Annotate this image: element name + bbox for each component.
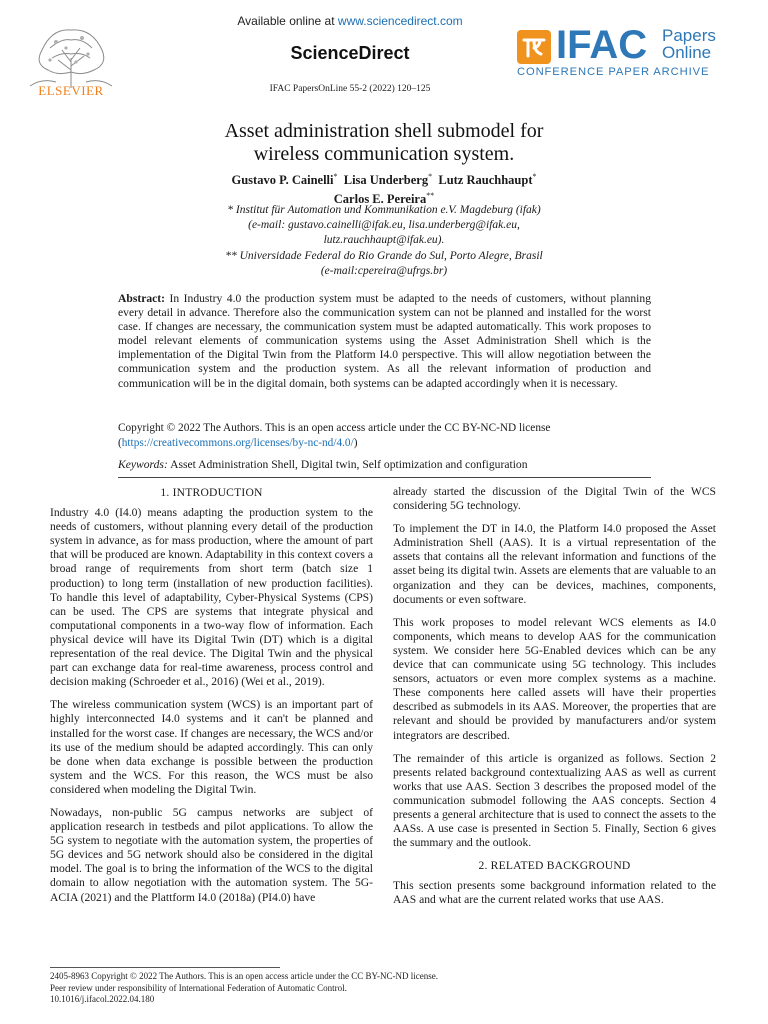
- section-heading-introduction: 1. INTRODUCTION: [160, 486, 263, 499]
- body-paragraph: This section presents some background information related to the AAS and what are the current related works that use AAS.: [393, 879, 716, 907]
- keywords-label: Keywords:: [118, 458, 168, 471]
- body-paragraph: Industry 4.0 (I4.0) means adapting the production system to the needs of customers, without planning every detail of the production system in advance, as for mass production, where the amount of part that will be produced are known. Adaptability in this context covers a broad range of requirements from short term (batch size 1 production) to long term (installation of new production facilities). To handle this level of adaptability, Cyber-Physical Systems (CPS) can be used. The CPS are systems that integrate physical and computational components in a two-way flow of information. Each physical device will have its Digital Twin (DT) which is a digital representation of the real device. The Digital Twin and the physical part can exchange data for real-time awareness, process control and decision making (Schroeder et al., 2016) (Wei et al., 2019).: [50, 506, 373, 689]
- available-online-prefix: Available online at: [237, 14, 335, 28]
- journal-citation: IFAC PapersOnLine 55-2 (2022) 120–125: [269, 84, 431, 94]
- affiliation-mark: *: [532, 172, 537, 181]
- section-heading-related-background: 2. RELATED BACKGROUND: [478, 859, 631, 873]
- copyright-notice: [118, 421, 651, 451]
- abstract-divider: [118, 477, 651, 478]
- author-name: Lutz Rauchhaupt: [438, 173, 533, 188]
- body-paragraph: Nowadays, non-public 5G campus networks are subject of application research in testbeds and pilot applications. To allow the 5G system to negotiate with the automation system, the properties of 5G devices and 5G network should also be considered in the digital model. The goal is to bring the information of the WCS to the digital domain to allow negotiation with the automation system. The 5G-ACIA (2021) and the Plattform I4.0 (2018a) (PI4.0) have: [50, 805, 373, 904]
- sciencedirect-brand: ScienceDirect: [290, 43, 410, 63]
- affiliation-line: (e-mail: gustavo.cainelli@ifak.eu, lisa.underberg@ifak.eu,: [248, 219, 520, 232]
- body-paragraph: already started the discussion of the Digital Twin of the WCS considering 5G technology.: [393, 485, 716, 513]
- affiliation-line: ** Universidade Federal do Rio Grande do Sul, Porto Alegre, Brasil: [225, 249, 543, 262]
- ifac-emblem-icon: [517, 30, 551, 64]
- affiliation-line: * Institut für Automation und Kommunikation e.V. Magdeburg (ifak): [227, 204, 541, 216]
- author-name: Carlos E. Pereira: [333, 192, 427, 207]
- affiliation-line: (e-mail:cpereira@ufrgs.br): [320, 264, 448, 277]
- sciencedirect-link[interactable]: www.sciencedirect.com: [337, 14, 463, 28]
- license-paren-close: ): [353, 437, 358, 449]
- copyright-label: Copyright © 2022: [118, 422, 201, 434]
- paper-title: [100, 120, 668, 166]
- author-name: Lisa Underberg: [343, 173, 429, 188]
- footer-doi: 10.1016/j.ifacol.2022.04.180: [50, 994, 155, 1004]
- affiliation-line: lutz.rauchhaupt@ifak.eu).: [323, 234, 445, 247]
- affiliation-mark: *: [428, 172, 433, 181]
- title-line-2: wireless communication system.: [253, 143, 515, 165]
- ifac-wordmark: IFAC: [556, 23, 648, 67]
- ifac-archive-tagline: CONFERENCE PAPER ARCHIVE: [517, 66, 710, 78]
- elsevier-wordmark: ELSEVIER: [38, 83, 104, 98]
- right-column: [393, 485, 716, 917]
- title-line-1: Asset administration shell submodel for: [224, 120, 544, 142]
- ifac-online-label: Online: [662, 43, 712, 62]
- footer-divider: [50, 967, 280, 968]
- body-paragraph: To implement the DT in I4.0, the Platform I4.0 proposed the Asset Administration Shell (AAS). It is a virtual representation of the assets that contains all the relevant information and functions of the asset being its digital twin. Assets are elements that are valuable to an organization and they can be devices, machines, components, documents or even software.: [393, 522, 716, 606]
- footer-copyright: 2405-8963 Copyright © 2022 The Authors. This is an open access article under the CC BY-NC-ND license.: [50, 971, 438, 981]
- author-list: [100, 169, 668, 207]
- body-paragraph: This work proposes to model relevant WCS elements as I4.0 components, which means to develop AAS for the communication system. We consider here 5G-Enabled devices which can be any device that can communicate using 5G technology. This includes sensors, actuators or even more complex systems as a machine. These components here called assets will have their properties described as submodels in its AAS. Moreover, the properties that are relevant and should be provided by manufacturers and/or system integrators are described.: [393, 615, 716, 742]
- abstract-label: Abstract:: [118, 292, 166, 305]
- license-link[interactable]: https://creativecommons.org/licenses/by-nc-nd/4.0/: [121, 437, 354, 449]
- copyright-text: The Authors. This is an open access article under the CC BY-NC-ND license: [203, 422, 551, 434]
- body-paragraph: The wireless communication system (WCS) is an important part of highly interconnected I4.0 systems and it can't be planned and installed for the worst case. If changes are necessary, the WCS and/or its use of the medium should be adapted accordingly. This can only be done when data exchange is possible between the production system and the WCS. For this reason, the WCS must be also considered when modeling the Digital Twin.: [50, 698, 373, 796]
- affiliations: [100, 203, 668, 279]
- page-footer: [50, 971, 730, 1006]
- abstract-text: In Industry 4.0 the production system must be adapted to the needs of customers, without planning every detail in advance. Therefore also the communication system can not be planned and installed for the worst case. If changes are necessary, the communication system must be adapted automatically. This work proposes to model relevant elements of communication systems using the Asset Administration Shell which is the implementation of the Digital Twin from the Platform I4.0 perspective. This will allow negotiation between the communication system and the production system. As all the relevant information of production and communication will be in the digital domain, both systems can be adapted accordingly when it is necessary.: [118, 292, 651, 390]
- affiliation-mark: *: [333, 172, 338, 181]
- body-paragraph: The remainder of this article is organized as follows. Section 2 presents related background contextualizing AAS as well as current works that use AAS. Section 3 describes the proposed model of the communication submodel following the AAS concepts. Section 4 presents a general architecture that is used to connect the assets to the AASs. A use case is presented in Section 5. Finally, Section 6 gives the summary and the outlook.: [393, 751, 716, 850]
- footer-peer-review: Peer review under responsibility of International Federation of Automatic Control.: [50, 982, 347, 993]
- author-name: Gustavo P. Cainelli: [231, 173, 334, 188]
- keywords: [118, 458, 651, 471]
- ifac-papers-online: [662, 27, 716, 61]
- abstract: [118, 292, 651, 391]
- ifac-papers-label: Papers: [662, 26, 716, 45]
- available-online-line: [200, 14, 500, 28]
- keywords-text: Asset Administration Shell, Digital twin, Self optimization and configuration: [170, 458, 528, 471]
- affiliation-mark: **: [426, 191, 435, 201]
- license-paren-open: (: [118, 437, 122, 449]
- left-column: [50, 484, 373, 914]
